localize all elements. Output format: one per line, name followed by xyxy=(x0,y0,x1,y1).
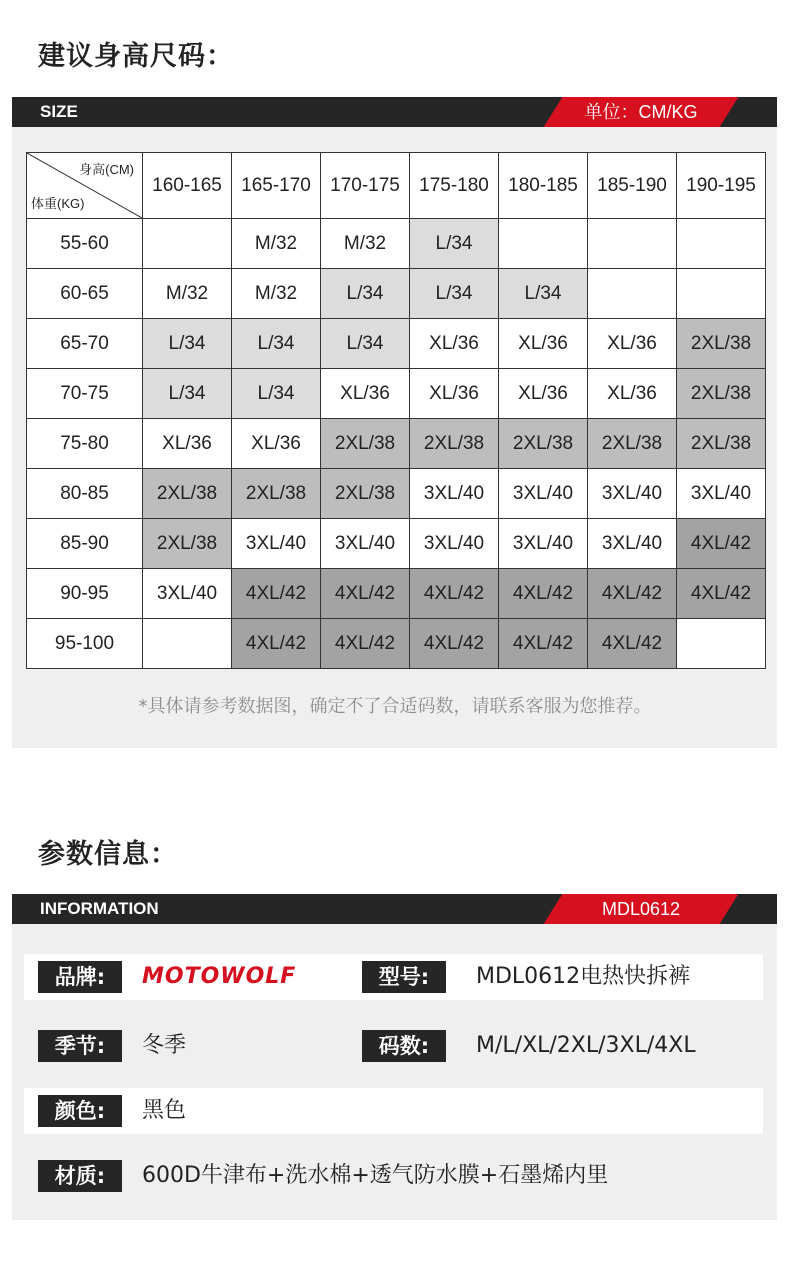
size-cell xyxy=(677,219,766,269)
size-cell: XL/36 xyxy=(588,369,677,419)
size-row xyxy=(27,469,766,519)
size-cell: M/32 xyxy=(232,269,321,319)
height-column-header: 165-170 xyxy=(232,153,321,219)
size-cell: L/34 xyxy=(143,319,232,369)
size-section-title: 建议身高尺码： xyxy=(38,41,234,72)
material-value: 600D牛津布+洗水棉+透气防水膜+石墨烯内里 xyxy=(142,1163,609,1188)
unit-badge: 单位：CM/KG xyxy=(584,102,698,122)
size-cell: L/34 xyxy=(410,219,499,269)
size-cell xyxy=(588,219,677,269)
size-cell: XL/36 xyxy=(321,369,410,419)
motowolf-logo: MOTOWOLF xyxy=(142,964,297,989)
size-row xyxy=(27,519,766,569)
size-row xyxy=(27,619,766,669)
size-row xyxy=(27,569,766,619)
size-cell: M/32 xyxy=(143,269,232,319)
size-cell: 4XL/42 xyxy=(588,619,677,669)
size-cell: M/32 xyxy=(232,219,321,269)
size-cell: 3XL/40 xyxy=(677,469,766,519)
size-cell: 4XL/42 xyxy=(232,569,321,619)
size-cell: M/32 xyxy=(321,219,410,269)
size-cell: XL/36 xyxy=(499,319,588,369)
size-cell xyxy=(143,619,232,669)
weight-row-header: 75-80 xyxy=(27,419,143,469)
size-banner-label: SIZE xyxy=(40,102,78,121)
size-cell: 4XL/42 xyxy=(321,619,410,669)
size-cell: 3XL/40 xyxy=(321,519,410,569)
size-cell: 3XL/40 xyxy=(588,519,677,569)
model-label: 型号: xyxy=(362,961,446,993)
size-cell: 3XL/40 xyxy=(499,519,588,569)
size-cell: 2XL/38 xyxy=(143,469,232,519)
size-cell: L/34 xyxy=(499,269,588,319)
size-cell: 3XL/40 xyxy=(232,519,321,569)
size-row xyxy=(27,269,766,319)
size-cell: L/34 xyxy=(232,369,321,419)
color-label: 颜色: xyxy=(38,1095,122,1127)
season-value: 冬季 xyxy=(142,1033,187,1058)
size-row xyxy=(27,419,766,469)
size-cell: XL/36 xyxy=(410,369,499,419)
info-section-title: 参数信息： xyxy=(38,839,178,870)
size-cell: 4XL/42 xyxy=(588,569,677,619)
size-cell: L/34 xyxy=(321,319,410,369)
weight-row-header: 70-75 xyxy=(27,369,143,419)
size-cell: L/34 xyxy=(143,369,232,419)
size-cell: XL/36 xyxy=(588,319,677,369)
size-cell xyxy=(677,619,766,669)
brand-model-row xyxy=(24,954,763,1000)
size-cell: 4XL/42 xyxy=(677,519,766,569)
size-cell xyxy=(588,269,677,319)
size-cell: XL/36 xyxy=(143,419,232,469)
size-chart-table xyxy=(26,152,766,669)
size-cell: 2XL/38 xyxy=(321,419,410,469)
info-banner-label: INFORMATION xyxy=(40,899,159,918)
season-label: 季节: xyxy=(38,1030,122,1062)
size-cell xyxy=(677,269,766,319)
size-table-body xyxy=(27,219,766,669)
sizes-value: M/L/XL/2XL/3XL/4XL xyxy=(476,1033,696,1058)
height-column-header: 180-185 xyxy=(499,153,588,219)
size-cell: XL/36 xyxy=(410,319,499,369)
size-cell: XL/36 xyxy=(499,369,588,419)
size-cell: 2XL/38 xyxy=(232,469,321,519)
size-cell: 2XL/38 xyxy=(588,419,677,469)
size-cell: 2XL/38 xyxy=(410,419,499,469)
size-row xyxy=(27,369,766,419)
size-cell: 4XL/42 xyxy=(321,569,410,619)
height-axis-label: 身高(CM) xyxy=(79,162,134,177)
info-banner xyxy=(12,894,777,924)
size-cell: 3XL/40 xyxy=(410,519,499,569)
weight-row-header: 95-100 xyxy=(27,619,143,669)
size-cell: 2XL/38 xyxy=(321,469,410,519)
size-cell: 2XL/38 xyxy=(143,519,232,569)
size-table-header xyxy=(27,153,766,219)
color-row xyxy=(24,1088,763,1134)
sizes-label: 码数: xyxy=(362,1030,446,1062)
size-note: *具体请参考数据图，确定不了合适码数，请联系客服为您推荐。 xyxy=(138,696,652,717)
size-cell: 3XL/40 xyxy=(588,469,677,519)
height-column-header: 175-180 xyxy=(410,153,499,219)
size-cell: 2XL/38 xyxy=(499,419,588,469)
weight-row-header: 80-85 xyxy=(27,469,143,519)
size-cell: L/34 xyxy=(410,269,499,319)
model-badge: MDL0612 xyxy=(601,899,681,919)
brand-label: 品牌: xyxy=(38,961,122,993)
height-column-header: 160-165 xyxy=(143,153,232,219)
size-cell: 4XL/42 xyxy=(677,569,766,619)
size-row xyxy=(27,219,766,269)
weight-axis-label: 体重(KG) xyxy=(31,196,85,211)
weight-row-header: 90-95 xyxy=(27,569,143,619)
weight-row-header: 65-70 xyxy=(27,319,143,369)
weight-row-header: 55-60 xyxy=(27,219,143,269)
size-cell: 4XL/42 xyxy=(499,569,588,619)
size-cell: XL/36 xyxy=(232,419,321,469)
size-cell: 3XL/40 xyxy=(143,569,232,619)
size-cell: 4XL/42 xyxy=(499,619,588,669)
size-cell: 2XL/38 xyxy=(677,319,766,369)
height-column-header: 170-175 xyxy=(321,153,410,219)
size-cell: 4XL/42 xyxy=(410,569,499,619)
model-value: MDL0612电热快拆裤 xyxy=(476,964,691,989)
size-row xyxy=(27,319,766,369)
height-column-header: 185-190 xyxy=(588,153,677,219)
size-cell: 2XL/38 xyxy=(677,369,766,419)
size-cell: 3XL/40 xyxy=(499,469,588,519)
size-cell xyxy=(143,219,232,269)
weight-row-header: 85-90 xyxy=(27,519,143,569)
size-cell: L/34 xyxy=(232,319,321,369)
material-label: 材质: xyxy=(38,1160,122,1192)
size-cell: L/34 xyxy=(321,269,410,319)
size-cell: 2XL/38 xyxy=(677,419,766,469)
size-banner xyxy=(12,97,777,127)
size-cell: 4XL/42 xyxy=(410,619,499,669)
size-cell xyxy=(499,219,588,269)
corner-header xyxy=(27,153,143,219)
height-column-header: 190-195 xyxy=(677,153,766,219)
color-value: 黑色 xyxy=(142,1098,187,1123)
weight-row-header: 60-65 xyxy=(27,269,143,319)
size-cell: 3XL/40 xyxy=(410,469,499,519)
size-cell: 4XL/42 xyxy=(232,619,321,669)
